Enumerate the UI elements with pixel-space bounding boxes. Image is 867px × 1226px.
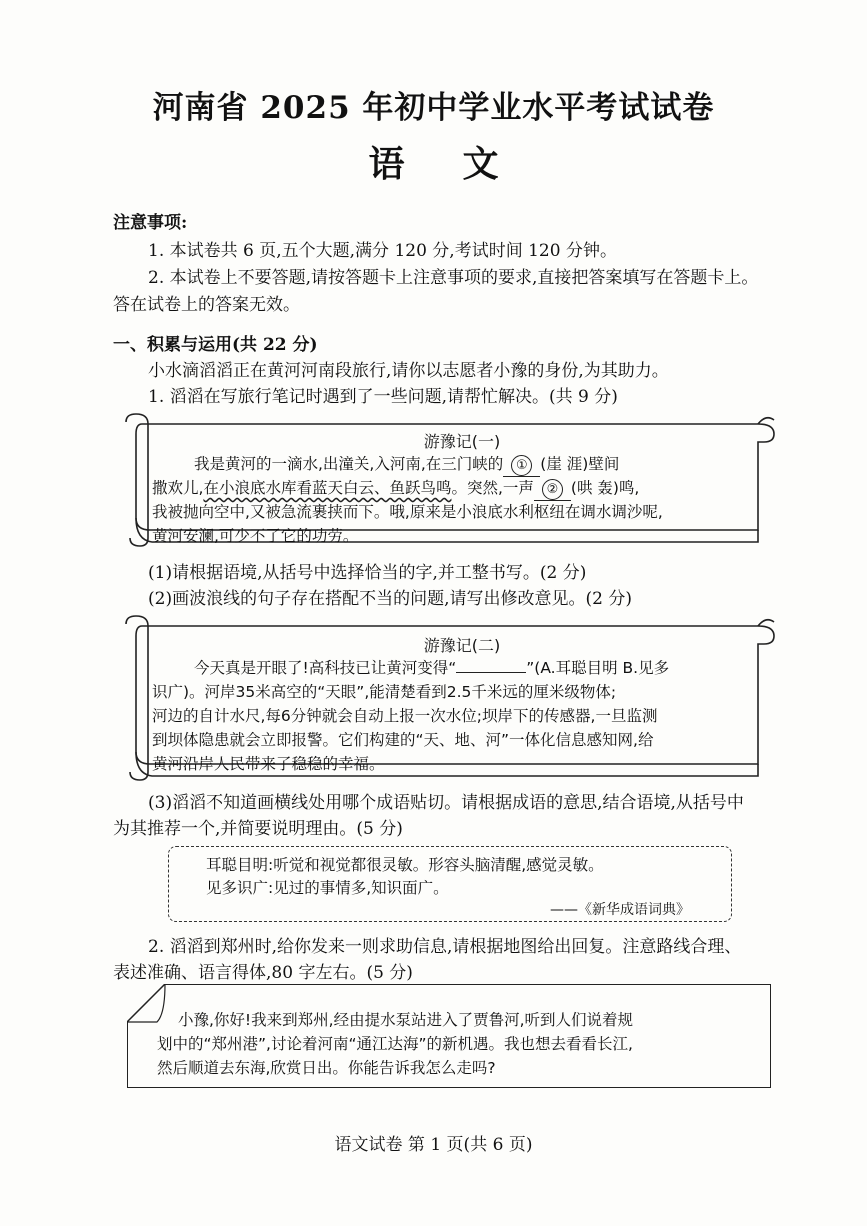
message-line-2: 划中的“郑州港”,讨论着河南“通江达海”的新机遇。我也想去看看长江, (157, 1035, 633, 1053)
journal-1-text: 。突然,一声 (451, 479, 534, 497)
message-line-1: 小豫,你好!我来到郑州,经由提水泵站进入了贾鲁河,听到人们说着规 (178, 1011, 633, 1029)
journal-1-text: 我是黄河的一滴水,出潼关,入河南,在三门峡的 (194, 455, 504, 473)
wavy-underlined-sentence: 在小浪底水库看蓝天白云、鱼跃鸟鸣 (203, 479, 452, 497)
journal-2-line-1 (194, 656, 669, 680)
journal-1-line-4: 黄河安澜,可少不了它的功劳。 (152, 527, 359, 545)
question-1-2: (2)画波浪线的句子存在搭配不当的问题,请写出修改意见。(2 分) (148, 589, 632, 609)
question-1-3-cont: 为其推荐一个,并简要说明理由。(5 分) (113, 819, 403, 839)
notice-item-2: 2. 本试卷上不要答题,请按答题卡上注意事项的要求,直接把答案填写在答题卡上。 (148, 268, 759, 288)
journal-1-text: (哄 轰)鸣, (570, 479, 640, 497)
page-footer: 语文试卷 第 1 页(共 6 页) (334, 1135, 533, 1155)
journal-1-line-3: 我被抛向空中,又被急流裹挟而下。哦,原来是小浪底水利枢纽在调水调沙呢, (152, 503, 663, 521)
journal-1-text: (崖 涯)壁间 (540, 455, 620, 473)
question-1-1: (1)请根据语境,从括号中选择恰当的字,并工整书写。(2 分) (148, 563, 587, 583)
journal-2-line-4: 到坝体隐患就会立即报警。它们构建的“天、地、河”一体化信息感知网,给 (152, 731, 654, 749)
folded-corner-icon (127, 984, 167, 1024)
journal-2-title: 游豫记(二) (423, 636, 501, 655)
journal-1-title: 游豫记(一) (423, 432, 501, 451)
blank-marker-2: ② (542, 479, 563, 500)
question-2-cont: 表述准确、语言得体,80 字左右。(5 分) (113, 963, 413, 983)
question-1-3: (3)滔滔不知道画横线处用哪个成语贴切。请根据成语的意思,结合语境,从括号中 (148, 793, 744, 813)
blank-marker-1: ① (511, 455, 532, 476)
journal-1 (152, 430, 772, 545)
journal-2-text: 今天真是开眼了!高科技已让黄河变得“ (194, 659, 457, 677)
dictionary-entry-1: 耳聪目明:听觉和视觉都很灵敏。形容头脑清醒,感觉灵敏。 (206, 856, 604, 874)
section-intro: 小水滴滔滔正在黄河河南段旅行,请你以志愿者小豫的身份,为其助力。 (148, 361, 669, 381)
question-2: 2. 滔滔到郑州时,给你发来一则求助信息,请根据地图给出回复。注意路线合理、 (148, 937, 742, 957)
journal-2 (152, 634, 772, 773)
journal-1-line-1 (194, 452, 619, 477)
question-1: 1. 滔滔在写旅行笔记时遇到了一些问题,请帮忙解决。(共 9 分) (148, 387, 618, 407)
journal-2-text: ”(A.耳聪目明 B.见多 (526, 659, 670, 677)
journal-1-line-2 (152, 476, 639, 501)
subject-title: 语文 (368, 143, 557, 185)
journal-1-text: 撒欢儿, (152, 479, 204, 497)
dictionary-entry-2: 见多识广:见过的事情多,知识面广。 (206, 879, 449, 897)
journal-2-line-5: 黄河沿岸人民带来了稳稳的幸福。 (152, 755, 385, 773)
answer-blank (456, 656, 526, 673)
message-line-3: 然后顺道去东海,欣赏日出。你能告诉我怎么走吗? (157, 1059, 496, 1077)
notice-item-1: 1. 本试卷共 6 页,五个大题,满分 120 分,考试时间 120 分钟。 (148, 241, 617, 261)
dictionary-source: ——《新华成语词典》 (550, 902, 690, 918)
section-heading: 一、积累与运用(共 22 分) (113, 335, 318, 355)
journal-2-line-3: 河边的自计水尺,每6分钟就会自动上报一次水位;坝岸下的传感器,一旦监测 (152, 707, 658, 725)
notice-item-2-cont: 答在试卷上的答案无效。 (113, 295, 300, 315)
journal-2-line-2: 识广)。河岸35米高空的“天眼”,能清楚看到2.5千米远的厘米级物体; (152, 683, 617, 701)
exam-title: 河南省 2025 年初中学业水平考试试卷 (152, 90, 715, 126)
notice-heading: 注意事项: (113, 213, 188, 233)
